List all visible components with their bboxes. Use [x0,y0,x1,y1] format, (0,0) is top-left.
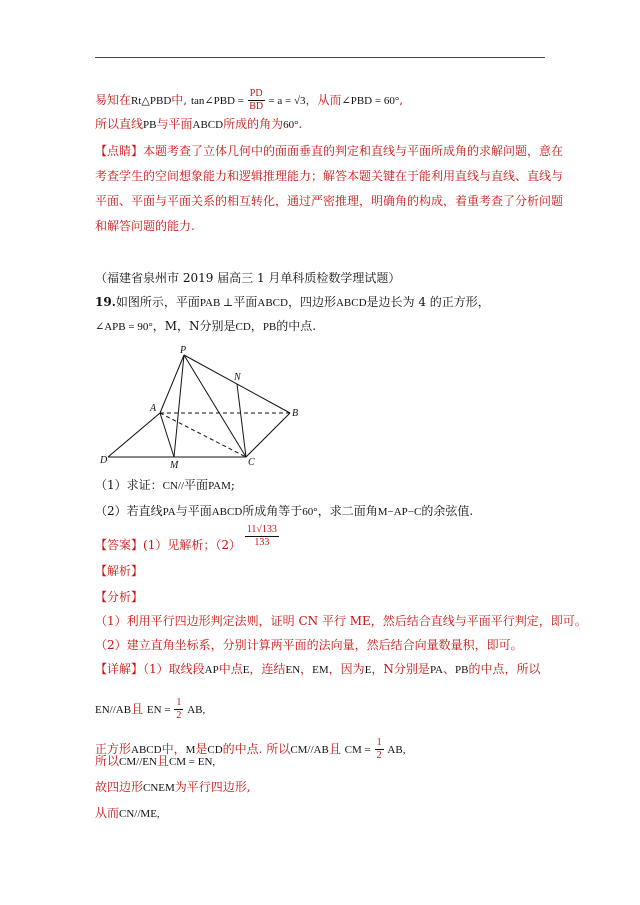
text: ， [300,662,313,676]
edge-pm [174,355,184,457]
fraction-denominator: 133 [254,537,270,548]
math-expr: AB [387,744,403,756]
text: 的中点. 所以 [222,742,291,756]
fraction [248,88,265,113]
problem-line-2 [95,318,316,335]
math-expr: CM = [344,744,371,756]
point-label-m: M [170,460,179,470]
text: ，连结 [249,662,286,676]
section-tag: 【答案】 [95,538,144,552]
xiangjie-line-2 [95,697,205,722]
math-expr: CM//AB [290,744,329,756]
section-tag: 【详解】 [95,662,144,676]
fraction [375,737,384,762]
math-expr: tan∠PBD = [190,95,244,107]
section-tag: 【点睛】 [95,144,144,158]
math-expr: CD [207,744,223,756]
edge-pc [184,355,246,457]
math-expr: CM//EN [119,756,157,768]
text: , [212,756,216,768]
math-expr: CM = EN [168,756,213,768]
xiangjie-line-6 [95,805,160,822]
text: ， [250,319,263,333]
math-expr: ∠PBD = 60° [341,95,400,107]
text: 和解答问题的能力. [95,219,195,233]
text: 考查学生的空间想象能力和逻辑推理能力；解答本题关键在于能利用直线与直线、直线与 [95,169,564,183]
point-label-n: N [234,372,241,383]
math-expr: EN//AB [95,704,132,716]
text: 与平面 [175,504,212,518]
text: 的余弦值. [421,504,474,518]
math-expr: PA [429,664,443,676]
math-expr: ABCD [257,297,288,309]
math-expr: 60° [283,119,299,131]
text: 平面、平面与平面关系的相互转化，通过严密推理，明确角的构成，着重考查了分析问题 [95,194,564,208]
math-expr: CNEM [143,782,175,794]
point-label-d: D [100,455,108,466]
math-expr: ∠APB = 90° [95,321,153,333]
answer-line [95,524,279,553]
text: ，四边形 [287,295,336,309]
edge-cb [246,413,290,457]
dianjing-line-4 [95,218,195,234]
math-expr: E [242,664,250,676]
math-expr: E [364,664,372,676]
text: 为平行四边形, [174,780,251,794]
math-expr: ABCD [335,297,367,309]
text: 的中点，所以 [468,662,541,676]
text: 所以直线 [95,117,144,131]
fraction [174,697,183,722]
math-expr: = a = √3 [268,95,306,107]
point-label-b: B [292,408,299,419]
text: 平面 [184,478,209,492]
text: , [156,808,160,820]
math-expr: ABCD [192,119,224,131]
text: 是 [195,742,208,756]
fraction-numerator: 11√133 [246,524,277,535]
text: , [399,93,404,107]
fraction-denominator: 2 [376,750,382,761]
text: 正方形 [95,742,132,756]
problem-number: 19. [95,295,116,309]
math-expr: EN [285,664,301,676]
xiangjie-line-1 [95,661,541,678]
edge-nc [237,384,246,457]
text: （1）求证： [95,478,163,492]
fraction-numerator: PD [249,88,263,99]
text: ; [230,478,235,492]
pyramid-diagram [100,345,300,470]
text: （2）建立直角坐标系，分别计算两平面的法向量，然后结合向量数量积，即可。 [95,638,523,652]
text: , [202,704,206,716]
math-expr: PB [455,664,469,676]
text: 、 [443,662,456,676]
math-expr: AB [187,704,203,716]
text: （2）若直线 [95,504,163,518]
math-expr: CN//ME [119,808,157,820]
text: 且 [131,702,144,716]
text: 是边长为 4 的正方形， [366,295,490,309]
text: 易知在 [95,93,132,107]
xiangjie-line-5 [95,779,251,796]
math-expr: 60° [302,506,318,518]
text: ，因为 [328,662,365,676]
text: ，M，N分别是 [152,319,236,333]
fraction-numerator: 1 [176,697,182,708]
answer-fraction [245,524,279,549]
math-expr: PAB ⊥ [199,297,234,309]
math-expr: Rt△PBD [131,95,172,107]
text-line-angle [95,116,302,133]
point-label-c: C [248,457,255,468]
problem-source [95,270,400,286]
text: （1）利用平行四边形判定法则，证明 CN 平行 ME，然后结合直线与平面平行判定，即可。 [95,614,587,628]
dianjing-line-1 [95,143,563,159]
fraction-denominator: 2 [176,710,182,721]
text: , [402,744,406,756]
text: 平面 [233,295,258,309]
problem-line-1 [95,294,490,311]
text: 且 [156,754,169,768]
math-expr: PB [143,119,157,131]
question-1 [95,477,235,494]
text: 本题考查了立体几何中的面面垂直的判定和直线与平面所成角的求解问题，意在 [143,144,564,158]
math-expr: PA [162,506,176,518]
math-expr: EN = [146,704,171,716]
math-expr: M−AP−C [377,506,422,518]
text-line-pbd [95,88,403,113]
text: 中点 [218,662,243,676]
fraction-denominator: BD [249,101,264,112]
text: 中, [171,93,188,107]
text: 中， [161,742,186,756]
text: 故四边形 [95,780,144,794]
text: ，求二面角 [317,504,378,518]
text: 的中点. [276,319,317,333]
text: 如图所示，平面 [115,295,200,309]
section-tag: 【分析】 [95,590,144,604]
edge-am [160,413,174,457]
text: 且 [328,742,341,756]
text: (1）见解析；（2） [143,538,241,552]
fraction-numerator: 1 [376,737,382,748]
text: （福建省泉州市 2019 届高三 1 月单科质检数学理试题） [95,271,401,285]
math-expr: CD [235,321,251,333]
text: 从而 [95,806,120,820]
jiexi-tag [95,563,143,579]
question-2 [95,503,473,520]
fenxi-tag [95,589,143,605]
math-expr: AP [204,664,219,676]
fenxi-line-2 [95,637,523,653]
math-expr: ABCD [211,506,243,518]
dianjing-line-2 [95,168,563,184]
text: 所成的角为 [223,117,284,131]
text: . [298,117,303,131]
text: ，N分别是 [371,662,430,676]
text: ，从而 [305,93,342,107]
header-rule [95,57,545,58]
dianjing-line-3 [95,193,563,209]
text: 所成角等于 [242,504,303,518]
xiangjie-line-4 [95,753,215,770]
geometry-figure [100,345,300,470]
text: 与平面 [156,117,193,131]
text: （1）取线段 [143,662,205,676]
fenxi-line-1 [95,613,587,629]
section-tag: 【解析】 [95,564,144,578]
math-expr: CN// [162,480,185,492]
math-expr: ABCD [131,744,162,756]
math-expr: PB [262,321,277,333]
math-expr: PAM [208,480,231,492]
edge-pa [160,355,184,413]
math-expr: M [185,744,196,756]
point-label-a: A [150,403,157,414]
point-label-p: P [180,345,187,356]
text: 所以 [95,754,120,768]
math-expr: EM [312,664,329,676]
edge-ad [108,413,160,457]
